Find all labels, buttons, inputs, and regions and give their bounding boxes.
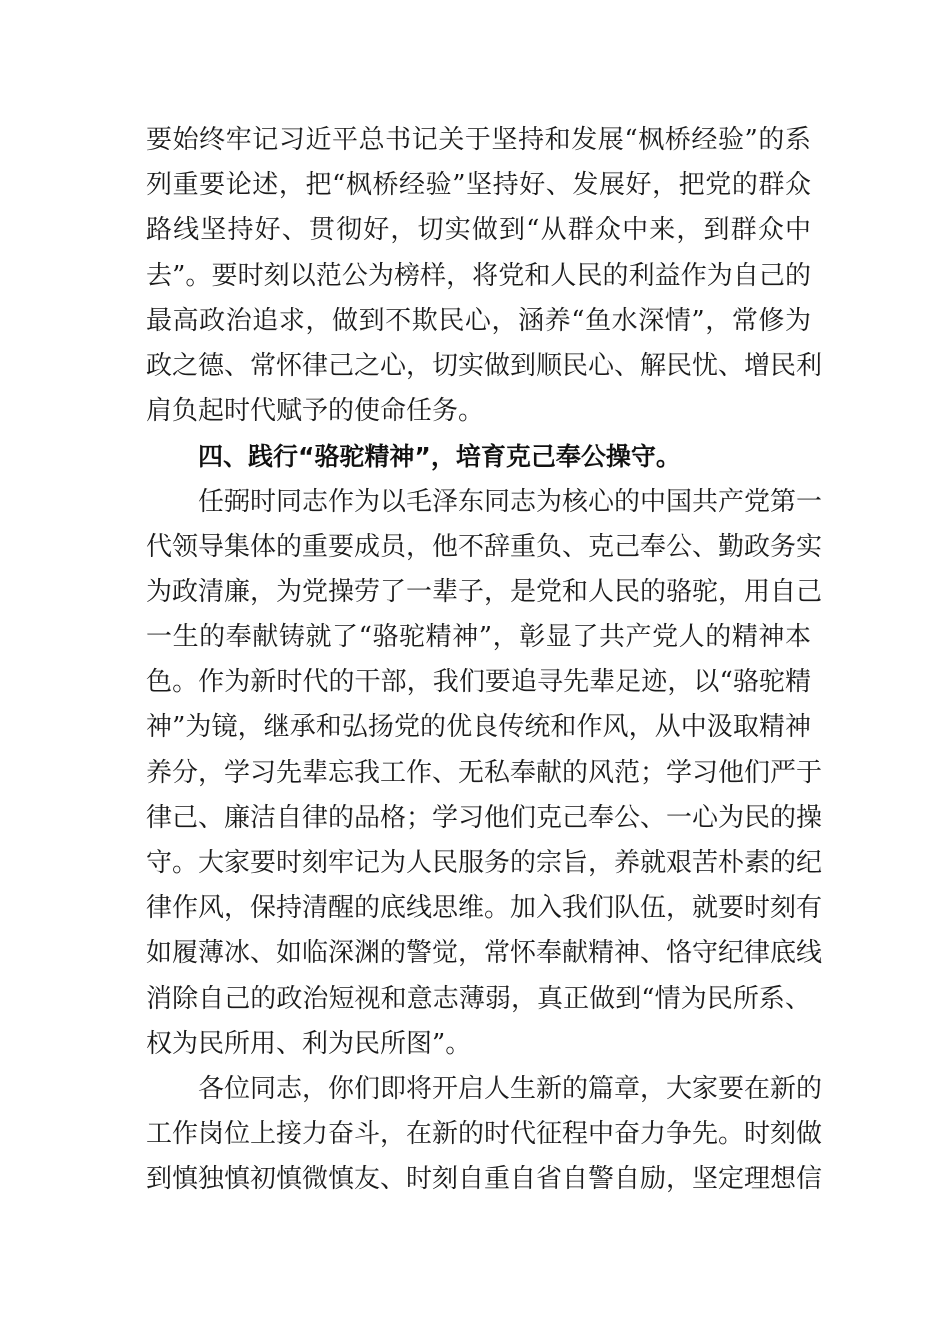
text-line: 列重要论述，把“枫桥经验”坚持好、发展好，把党的群众 [146, 170, 811, 201]
text-line: 如履薄冰、如临深渊的警觉，常怀奉献精神、恪守纪律底线 [146, 938, 823, 969]
text-line: 养分，学习先辈忘我工作、无私奉献的风范；学习他们严于 [146, 757, 823, 788]
text-line: 代领导集体的重要成员，他不辞重负、克己奉公、勤政务实 [146, 531, 823, 562]
text-line: 权为民所用、利为民所图”。 [146, 1028, 472, 1059]
text-line: 肩负起时代赋予的使命任务。 [146, 396, 485, 427]
text-line: 守。大家要时刻牢记为人民服务的宗旨，养就艰苦朴素的纪 [146, 848, 823, 878]
text-line: 律作风，保持清醒的底线思维。加入我们队伍，就要时刻有 [146, 893, 823, 924]
text-line: 政之德、常怀律己之心，切实做到顺民心、解民忧、增民利 [146, 350, 823, 381]
text-line: 工作岗位上接力奋斗，在新的时代征程中奋力争先。时刻做 [146, 1119, 823, 1150]
text-line: 各位同志，你们即将开启人生新的篇章，大家要在新的 [198, 1073, 823, 1104]
text-line: 路线坚持好、贯彻好，切实做到“从群众中来，到群众中 [146, 215, 811, 246]
heading-text: 四、践行“骆驼精神”，培育克己奉公操守。 [198, 442, 681, 472]
text-line: 去”。要时刻以范公为榜样，将党和人民的利益作为自己的 [146, 260, 811, 291]
text-line: 为政清廉，为党操劳了一辈子，是党和人民的骆驼，用自己 [146, 576, 823, 607]
text-line: 任弼时同志作为以毛泽东同志为核心的中国共产党第一 [198, 486, 823, 517]
text-line: 消除自己的政治短视和意志薄弱，真正做到“情为民所系、 [146, 983, 811, 1014]
text-line: 一生的奉献铸就了“骆驼精神”，彰显了共产党人的精神本 [146, 622, 811, 653]
paragraph-3 [146, 1067, 823, 1203]
text-line: 神”为镜，继承和弘扬党的优良传统和作风，从中汲取精神 [146, 712, 811, 743]
section-heading [146, 434, 811, 479]
paragraph-1 [146, 118, 823, 434]
document-body [146, 118, 823, 1203]
text-line: 要始终牢记习近平总书记关于坚持和发展“枫桥经验”的系 [146, 125, 811, 155]
text-line: 到慎独慎初慎微慎友、时刻自重自省自警自励，坚定理想信 [146, 1164, 823, 1195]
text-line: 律己、廉洁自律的品格；学习他们克己奉公、一心为民的操 [146, 802, 823, 833]
text-line: 色。作为新时代的干部，我们要追寻先辈足迹，以“骆驼精 [146, 667, 811, 698]
paragraph-2 [146, 480, 823, 1067]
text-line: 最高政治追求，做到不欺民心，涵养“鱼水深情”，常修为 [146, 305, 811, 336]
